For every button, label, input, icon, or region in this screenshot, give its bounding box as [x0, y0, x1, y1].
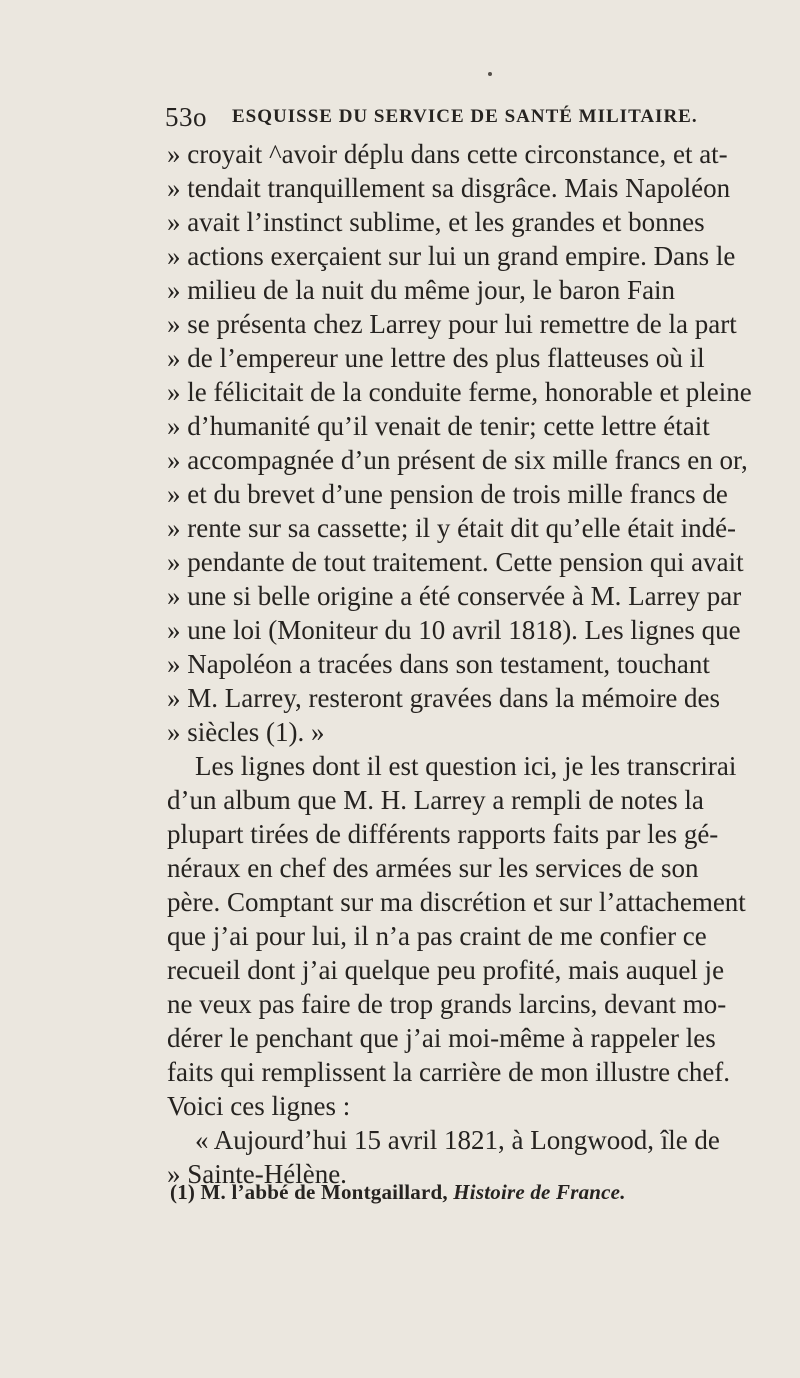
- paragraph-start-line: Les lignes dont il est question ici, je les transcrirai: [195, 751, 737, 781]
- text-line: » rente sur sa cassette; il y était dit qu’elle était indé-: [167, 513, 737, 543]
- text-line: d’un album que M. H. Larrey a rempli de notes la: [167, 785, 704, 815]
- text-line: » une si belle origine a été conservée à M. Larrey par: [167, 581, 742, 611]
- text-line: » une loi (Moniteur du 10 avril 1818). Les lignes que: [167, 615, 741, 645]
- footnote: [170, 1180, 626, 1205]
- text-line: néraux en chef des armées sur les services de son: [167, 853, 699, 883]
- text-line: » accompagnée d’un présent de six mille francs en or,: [167, 445, 748, 475]
- page-number: 53o: [165, 102, 207, 132]
- text-line: père. Comptant sur ma discrétion et sur l’attachement: [167, 887, 746, 917]
- text-line: dérer le penchant que j’ai moi-même à rappeler les: [167, 1023, 716, 1053]
- text-line: » se présenta chez Larrey pour lui remettre de la part: [167, 309, 737, 339]
- text-line: » croyait ^avoir déplu dans cette circonstance, et at-: [167, 139, 728, 169]
- text-line: » siècles (1). »: [167, 717, 325, 747]
- quote-start-line: « Aujourd’hui 15 avril 1821, à Longwood, île de: [195, 1125, 720, 1155]
- text-line: » tendait tranquillement sa disgrâce. Mais Napoléon: [167, 173, 731, 203]
- ink-speck: [488, 72, 492, 76]
- text-line: » M. Larrey, resteront gravées dans la mémoire des: [167, 683, 721, 713]
- text-line: plupart tirées de différents rapports faits par les gé-: [167, 819, 719, 849]
- text-line: » d’humanité qu’il venait de tenir; cette lettre était: [167, 411, 710, 441]
- text-line: Voici ces lignes :: [167, 1091, 351, 1121]
- text-line: » Napoléon a tracées dans son testament, touchant: [167, 649, 710, 679]
- text-line: » de l’empereur une lettre des plus flatteuses où il: [167, 343, 705, 373]
- text-line: » pendante de tout traitement. Cette pension qui avait: [167, 547, 744, 577]
- text-line: ne veux pas faire de trop grands larcins, devant mo-: [167, 989, 727, 1019]
- page-header: [165, 100, 725, 136]
- text-line: » et du brevet d’une pension de trois mille francs de: [167, 479, 728, 509]
- text-line: faits qui remplissent la carrière de mon illustre chef.: [167, 1057, 731, 1087]
- text-line: » Sainte-Hélène.: [167, 1159, 347, 1189]
- text-line: » actions exerçaient sur lui un grand empire. Dans le: [167, 241, 736, 271]
- text-line: recueil dont j’ai quelque peu profité, mais auquel je: [167, 955, 725, 985]
- text-line: » milieu de la nuit du même jour, le baron Fain: [167, 275, 676, 305]
- text-line: » le félicitait de la conduite ferme, honorable et pleine: [167, 377, 752, 407]
- text-line: » avait l’instinct sublime, et les grandes et bonnes: [167, 207, 705, 237]
- footnote-book-title: Histoire de France.: [453, 1180, 626, 1204]
- footnote-text: (1) M. l’abbé de Montgaillard,: [170, 1180, 454, 1204]
- text-line: que j’ai pour lui, il n’a pas craint de me confier ce: [167, 921, 707, 951]
- running-title: ESQUISSE DU SERVICE DE SANTÉ MILITAIRE.: [232, 106, 698, 127]
